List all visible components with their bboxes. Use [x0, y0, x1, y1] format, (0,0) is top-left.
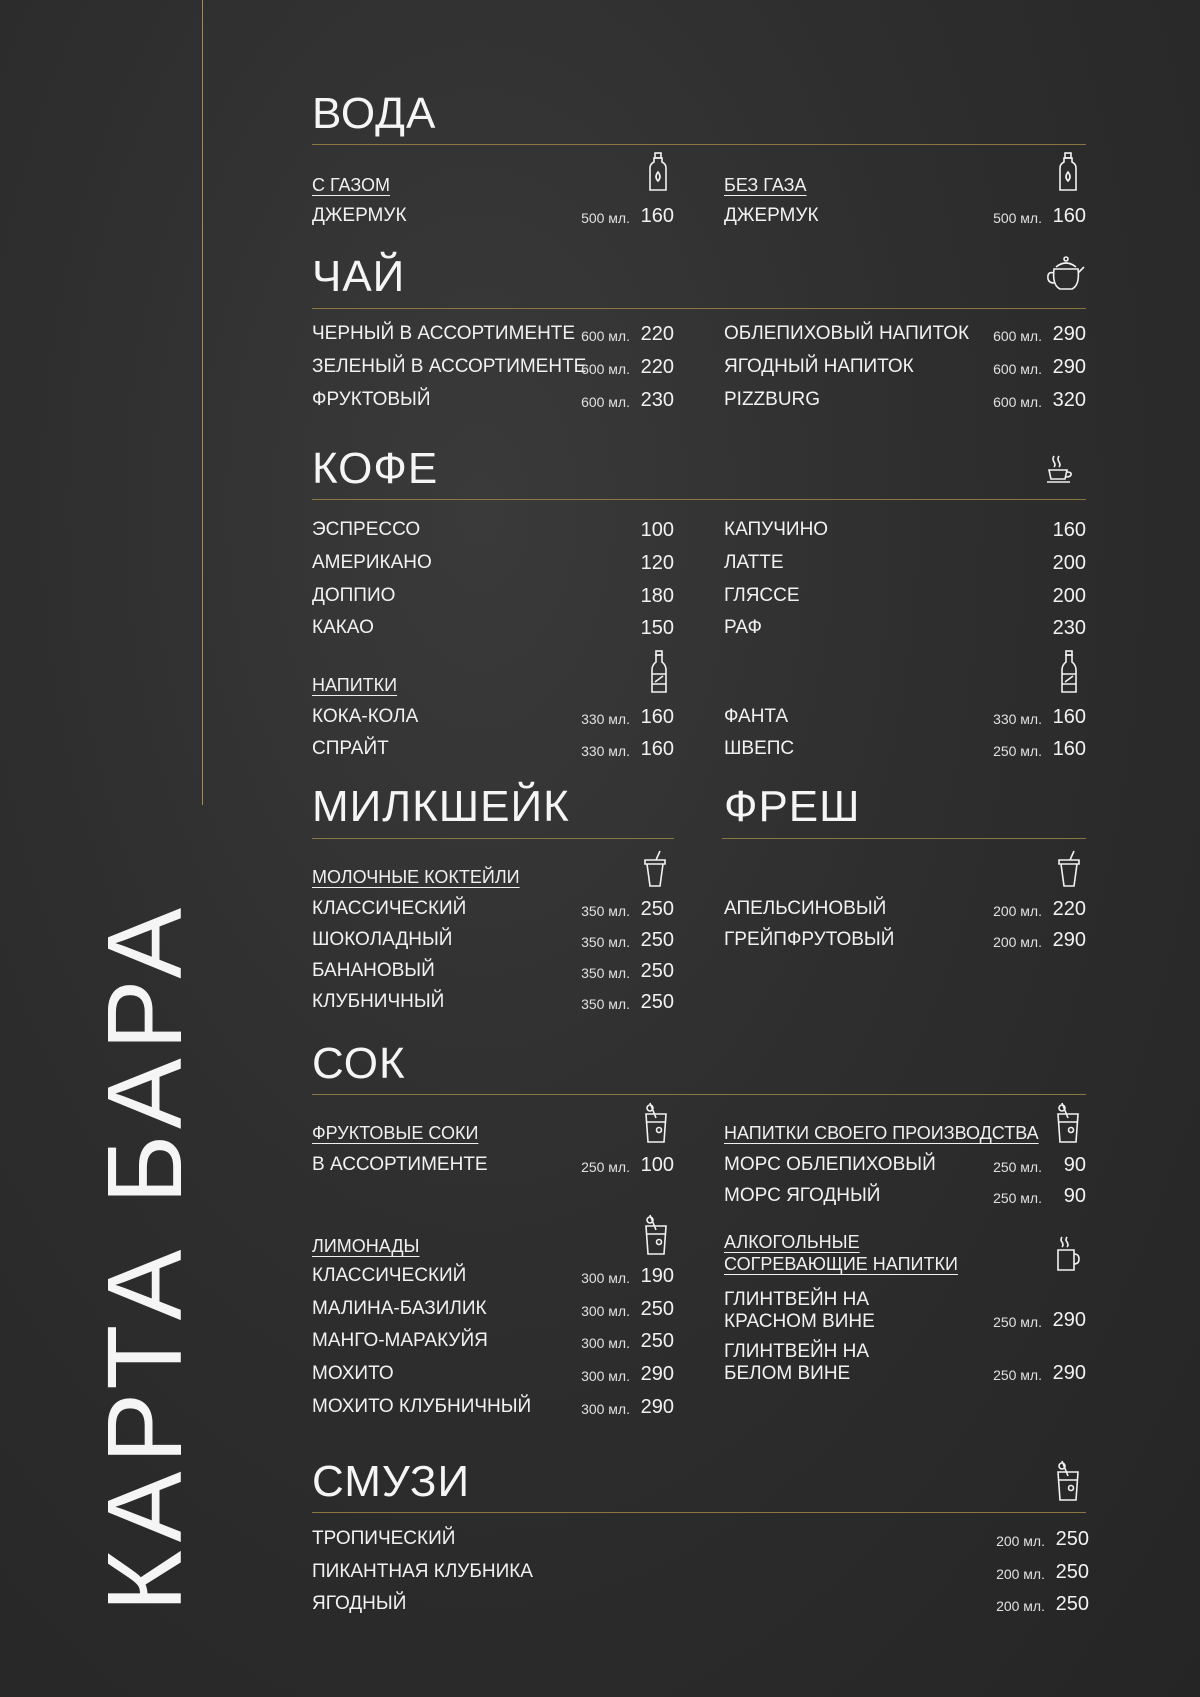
- menu-item: ЭСПРЕССО 100: [312, 519, 674, 541]
- menu-item: РАФ 230: [724, 617, 1086, 639]
- menu-item: КАКАО 150: [312, 617, 674, 639]
- menu-item: ТРОПИЧЕСКИЙ 200 мл. 250: [312, 1528, 1089, 1550]
- section-rule: [312, 144, 1086, 145]
- vertical-gold-line: [202, 0, 203, 805]
- takeaway-cup-icon: [644, 850, 666, 888]
- menu-item: МОРС ЯГОДНЫЙ 250 мл. 90: [724, 1185, 1086, 1207]
- menu-item: ЯГОДНЫЙ НАПИТОК 600 мл. 290: [724, 356, 1086, 378]
- subheading-hot-drinks-line2: СОГРЕВАЮЩИЕ НАПИТКИ: [724, 1254, 958, 1274]
- juice-glass-icon: [644, 1102, 668, 1144]
- menu-item: КЛУБНИЧНЫЙ 350 мл. 250: [312, 991, 674, 1013]
- menu-item: ШВЕПС 250 мл. 160: [724, 738, 1086, 760]
- menu-item: МОХИТО КЛУБНИЧНЫЙ 300 мл. 290: [312, 1396, 674, 1418]
- section-rule: [312, 499, 1086, 500]
- menu-item: PIZZBURG 600 мл. 320: [724, 389, 1086, 411]
- menu-item: БАНАНОВЫЙ 350 мл. 250: [312, 960, 674, 982]
- menu-item: ОБЛЕПИХОВЫЙ НАПИТОК 600 мл. 290: [724, 323, 1086, 345]
- subheading-hot-drinks-line1: АЛКОГОЛЬНЫЕ: [724, 1232, 860, 1252]
- subheading-napitki: НАПИТКИ: [312, 675, 398, 695]
- soda-bottle-icon: [1060, 650, 1078, 694]
- menu-item: ФРУКТОВЫЙ 600 мл. 230: [312, 389, 674, 411]
- section-heading-sok: СОК: [312, 1039, 406, 1088]
- subheading-own-drinks: НАПИТКИ СВОЕГО ПРОИЗВОДСТВА: [724, 1123, 1039, 1143]
- menu-item: ПИКАНТНАЯ КЛУБНИКА 200 мл. 250: [312, 1561, 1089, 1583]
- menu-item: МАНГО-МАРАКУЙЯ 300 мл. 250: [312, 1330, 674, 1352]
- menu-item-price: 250 мл. 290: [993, 1362, 1086, 1384]
- juice-glass-icon: [1056, 1102, 1080, 1144]
- menu-item: ЧЕРНЫЙ В АССОРТИМЕНТЕ 600 мл. 220: [312, 323, 674, 345]
- menu-item: КЛАССИЧЕСКИЙ 300 мл. 190: [312, 1265, 674, 1287]
- menu-item: ФАНТА 330 мл. 160: [724, 706, 1086, 728]
- subheading-bez-gaza: БЕЗ ГАЗА: [724, 175, 807, 195]
- subheading-lemonades: ЛИМОНАДЫ: [312, 1236, 420, 1256]
- menu-item-multiline: ГЛИНТВЕЙН НА БЕЛОМ ВИНЕ: [724, 1341, 870, 1384]
- subheading-s-gazom: С ГАЗОМ: [312, 175, 391, 195]
- menu-item: ЯГОДНЫЙ 200 мл. 250: [312, 1593, 1089, 1615]
- section-rule: [312, 1094, 1086, 1095]
- section-rule: [312, 1512, 1086, 1513]
- menu-item: ДЖЕРМУК 500 мл. 160: [312, 205, 674, 227]
- section-heading-milkshake: МИЛКШЕЙК: [312, 782, 570, 831]
- menu-item: В АССОРТИМЕНТЕ 250 мл. 100: [312, 1154, 674, 1176]
- subheading-molochnye: МОЛОЧНЫЕ КОКТЕЙЛИ: [312, 867, 520, 887]
- menu-item: ГРЕЙПФРУТОВЫЙ 200 мл. 290: [724, 929, 1086, 951]
- section-rule: [722, 838, 1086, 839]
- menu-item: МАЛИНА-БАЗИЛИК 300 мл. 250: [312, 1298, 674, 1320]
- menu-item: КЛАССИЧЕСКИЙ 350 мл. 250: [312, 898, 674, 920]
- menu-item: ЗЕЛЕНЫЙ В АССОРТИМЕНТЕ 600 мл. 220: [312, 356, 674, 378]
- menu-item: КАПУЧИНО 160: [724, 519, 1086, 541]
- smoothie-glass-icon: [1056, 1460, 1080, 1502]
- section-heading-kofe: КОФЕ: [312, 444, 439, 493]
- menu-item: ШОКОЛАДНЫЙ 350 мл. 250: [312, 929, 674, 951]
- section-heading-fresh: ФРЕШ: [724, 782, 861, 831]
- menu-item: МОРС ОБЛЕПИХОВЫЙ 250 мл. 90: [724, 1154, 1086, 1176]
- soda-bottle-icon: [650, 650, 668, 694]
- water-bottle-icon: [648, 152, 668, 192]
- water-bottle-icon: [1058, 152, 1078, 192]
- subheading-hot-drinks: [724, 1231, 958, 1275]
- section-heading-chai: ЧАЙ: [312, 252, 406, 301]
- menu-item: ГЛЯССЕ 200: [724, 585, 1086, 607]
- lemonade-glass-icon: [644, 1214, 668, 1256]
- menu-item-price: 250 мл. 290: [993, 1309, 1086, 1331]
- section-rule: [312, 838, 674, 839]
- menu-item: МОХИТО 300 мл. 290: [312, 1363, 674, 1385]
- menu-item: АМЕРИКАНО 120: [312, 552, 674, 574]
- coffee-cup-icon: [1046, 454, 1074, 484]
- takeaway-cup-icon: [1058, 850, 1080, 888]
- menu-item: КОКА-КОЛА 330 мл. 160: [312, 706, 674, 728]
- menu-item: СПРАЙТ 330 мл. 160: [312, 738, 674, 760]
- menu-item-multiline: ГЛИНТВЕЙН НА КРАСНОМ ВИНЕ: [724, 1289, 875, 1332]
- menu-item: ЛАТТЕ 200: [724, 552, 1086, 574]
- section-rule: [312, 308, 1086, 309]
- subheading-fruit-juices: ФРУКТОВЫЕ СОКИ: [312, 1123, 479, 1143]
- hot-mug-icon: [1056, 1236, 1080, 1272]
- menu-item: АПЕЛЬСИНОВЫЙ 200 мл. 220: [724, 898, 1086, 920]
- section-heading-voda: ВОДА: [312, 89, 437, 138]
- menu-item: ДОППИО 180: [312, 585, 674, 607]
- teapot-icon: [1046, 255, 1086, 293]
- menu-title: КАРТА БАРА: [86, 899, 204, 1612]
- menu-item: ДЖЕРМУК 500 мл. 160: [724, 205, 1086, 227]
- section-heading-smoothie: СМУЗИ: [312, 1457, 471, 1506]
